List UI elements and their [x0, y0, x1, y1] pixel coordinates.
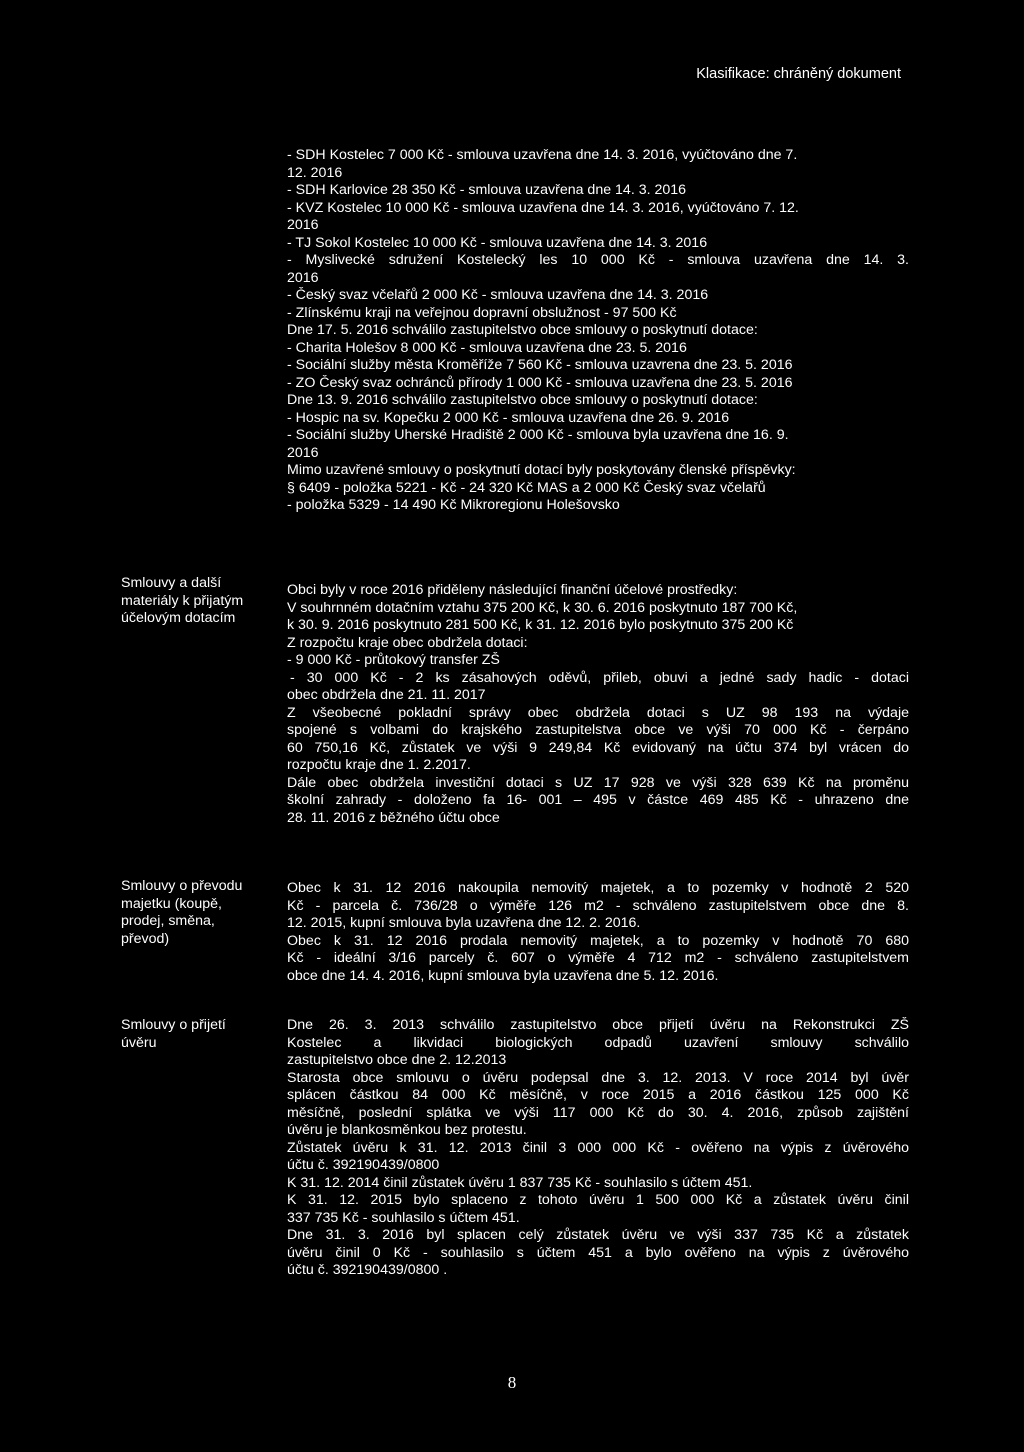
text-line: - Sociální služby města Kroměříže 7 560 Kč - smlouva uzavrena dne 23. 5. 2016	[287, 357, 793, 373]
text-line: měsíčně, poslední splátka ve výši 117 000 Kč do 30. 4. 2016, způsob zajištění	[287, 1104, 909, 1121]
text-line: zastupitelstvo obce dne 2. 12.2013	[287, 1052, 507, 1068]
text-line: Dne 31. 3. 2016 byl splacen celý zůstatek úvěru ve výši 337 735 Kč a zůstatek	[287, 1227, 909, 1243]
text-line: Starosta obce smlouvu o úvěru podepsal dne 3. 12. 2013. V roce 2014 byl úvěr	[287, 1069, 909, 1086]
label-line: Smlouvy o přijetí	[121, 1017, 226, 1033]
text-line: Obec k 31. 12 2016 prodala nemovitý majetek, a to pozemky v hodnotě 70 680	[287, 932, 909, 949]
text-line: Obec k 31. 12 2016 nakoupila nemovitý majetek, a to pozemky v hodnotě 2 520	[287, 880, 909, 896]
label-line: převod)	[121, 930, 170, 947]
section-prijeti-uveru	[287, 1017, 909, 1280]
text-line: - Sociální služby Uherské Hradiště 2 000 Kč - smlouva byla uzavřena dne 16. 9.	[287, 427, 789, 443]
text-line: účtu č. 392190439/0800 .	[287, 1262, 448, 1278]
text-line: - Zlínskému kraji na veřejnou dopravní obslužnost - 97 500 Kč	[287, 304, 677, 321]
page-number: 8	[507, 1373, 517, 1392]
text-line: obce dne 14. 4. 2016, kupní smlouva byla uzavřena dne 5. 12. 2016.	[287, 967, 719, 984]
text-line: - položka 5329 - 14 490 Kč Mikroregionu Holešovsko	[287, 497, 620, 513]
section-label-uver	[121, 1017, 281, 1052]
text-line: § 6409 - položka 5221 - Kč - 24 320 Kč MAS a 2 000 Kč Český svaz včelařů	[287, 479, 766, 496]
section-smlouvy-o-dotacich	[287, 147, 909, 515]
text-line: K 31. 12. 2015 bylo splaceno z tohoto úvěru 1 500 000 Kč a zůstatek úvěru činil	[287, 1192, 909, 1208]
classification-header: Klasifikace: chráněný dokument	[696, 66, 901, 82]
text-line: úvěru je blankosměnkou bez protestu.	[287, 1122, 527, 1138]
text-line: Mimo uzavřené smlouvy o poskytnutí dotací byly poskytovány členské příspěvky:	[287, 462, 796, 478]
label-line: úvěru	[121, 1034, 157, 1051]
text-line: Kč - ideální 3/16 parcely č. 607 o výměře 4 712 m2 - schváleno zastupitelstvem	[287, 950, 909, 966]
text-line: - 9 000 Kč - průtokový transfer ZŠ	[287, 652, 500, 668]
text-line: - Hospic na sv. Kopečku 2 000 Kč - smlouva uzavřena dne 26. 9. 2016	[287, 409, 730, 426]
text-line: Obci byly v roce 2016 přiděleny následující finanční účelové prostředky:	[287, 582, 738, 598]
section-ucelove-dotace	[287, 582, 909, 827]
text-line: Kč - parcela č. 736/28 o výměře 126 m2 - schváleno zastupitelstvem obce dne 8.	[287, 897, 909, 914]
text-line: Zůstatek úvěru k 31. 12. 2013 činil 3 000 000 Kč - ověřeno na výpis z úvěrového	[287, 1139, 909, 1156]
text-line: - 30 000 Kč - 2 ks zásahových oděvů, přileb, obuvi a jedné sady hadic - dotaci	[290, 669, 909, 686]
text-line: Z rozpočtu kraje obec obdržela dotaci:	[287, 634, 528, 651]
text-line: K 31. 12. 2014 činil zůstatek úvěru 1 837 735 Kč - souhlasilo s účtem 451.	[287, 1174, 753, 1191]
text-line: k 30. 9. 2016 poskytnuto 281 500 Kč, k 31. 12. 2016 bylo poskytnuto 375 200 Kč	[287, 617, 794, 633]
text-line: 28. 11. 2016 z běžného účtu obce	[287, 809, 500, 826]
text-line: Kostelec a likvidaci biologických odpadů uzavření smlouvy schválilo	[287, 1034, 909, 1051]
label-line: Smlouvy a další	[121, 575, 222, 591]
text-line: 337 735 Kč - souhlasilo s účtem 451.	[287, 1209, 520, 1226]
section-label-dotace	[121, 575, 281, 628]
text-line: 12. 2015, kupní smlouva byla uzavřena dne 12. 2. 2016.	[287, 915, 641, 931]
text-line: - SDH Kostelec 7 000 Kč - smlouva uzavřena dne 14. 3. 2016, vyúčtováno dne 7.	[287, 147, 798, 163]
label-line: Smlouvy o převodu	[121, 878, 243, 894]
text-line: - Český svaz včelařů 2 000 Kč - smlouva uzavřena dne 14. 3. 2016	[287, 287, 709, 303]
text-line: Dne 17. 5. 2016 schválilo zastupitelstvo obce smlouvy o poskytnutí dotace:	[287, 322, 758, 338]
text-line: Dne 13. 9. 2016 schválilo zastupitelstvo obce smlouvy o poskytnutí dotace:	[287, 392, 758, 408]
text-line: 2016	[287, 444, 319, 461]
label-line: účelovým dotacím	[121, 610, 236, 626]
text-line: - KVZ Kostelec 10 000 Kč - smlouva uzavřena dne 14. 3. 2016, vyúčtováno 7. 12.	[287, 199, 799, 216]
text-line: 12. 2016	[287, 164, 343, 181]
text-line: - TJ Sokol Kostelec 10 000 Kč - smlouva uzavřena dne 14. 3. 2016	[287, 234, 708, 251]
section-label-prevod	[121, 878, 281, 948]
label-line: prodej, směna,	[121, 913, 215, 929]
text-line: - SDH Karlovice 28 350 Kč - smlouva uzavřena dne 14. 3. 2016	[287, 182, 687, 198]
label-line: majetku (koupě,	[121, 895, 222, 912]
text-line: rozpočtu kraje dne 1. 2.2017.	[287, 757, 471, 773]
text-line: - Charita Holešov 8 000 Kč - smlouva uzavřena dne 23. 5. 2016	[287, 339, 687, 356]
text-line: spojené s volbami do krajského zastupitelstva obce ve výši 70 000 Kč - čerpáno	[287, 722, 909, 738]
text-line: Z všeobecné pokladní správy obec obdržela dotaci s UZ 98 193 na výdaje	[287, 704, 909, 721]
text-line: Dne 26. 3. 2013 schválilo zastupitelstvo obce přijetí úvěru na Rekonstrukci ZŠ	[287, 1017, 909, 1033]
text-line: 2016	[287, 269, 319, 286]
text-line: obec obdržela dne 21. 11. 2017	[287, 687, 486, 703]
text-line: účtu č. 392190439/0800	[287, 1157, 440, 1173]
text-line: 2016	[287, 217, 319, 233]
text-line: úvěru činil 0 Kč - souhlasilo s účtem 451 a bylo ověřeno na výpis z úvěrového	[287, 1244, 909, 1261]
text-line: školní zahrady - doloženo fa 16- 001 – 495 v částce 469 485 Kč - uhrazeno dne	[287, 792, 909, 808]
text-line: splácen částkou 84 000 Kč měsíčně, v roce 2015 a 2016 částkou 125 000 Kč	[287, 1087, 909, 1103]
text-line: - ZO Český svaz ochránců přírody 1 000 Kč - smlouva uzavřena dne 23. 5. 2016	[287, 374, 793, 391]
text-line: V souhrnném dotačním vztahu 375 200 Kč, k 30. 6. 2016 poskytnuto 187 700 Kč,	[287, 599, 798, 616]
label-line: materiály k přijatým	[121, 592, 244, 609]
text-line: - Myslivecké sdružení Kostelecký les 10 000 Kč - smlouva uzavřena dne 14. 3.	[287, 252, 909, 268]
section-prevod-majetku	[287, 880, 909, 985]
text-line: 60 750,16 Kč, zůstatek ve výši 9 249,84 Kč evidovaný na účtu 374 byl vrácen do	[287, 739, 909, 756]
text-line: Dále obec obdržela investiční dotaci s UZ 17 928 ve výši 328 639 Kč na proměnu	[287, 774, 909, 791]
